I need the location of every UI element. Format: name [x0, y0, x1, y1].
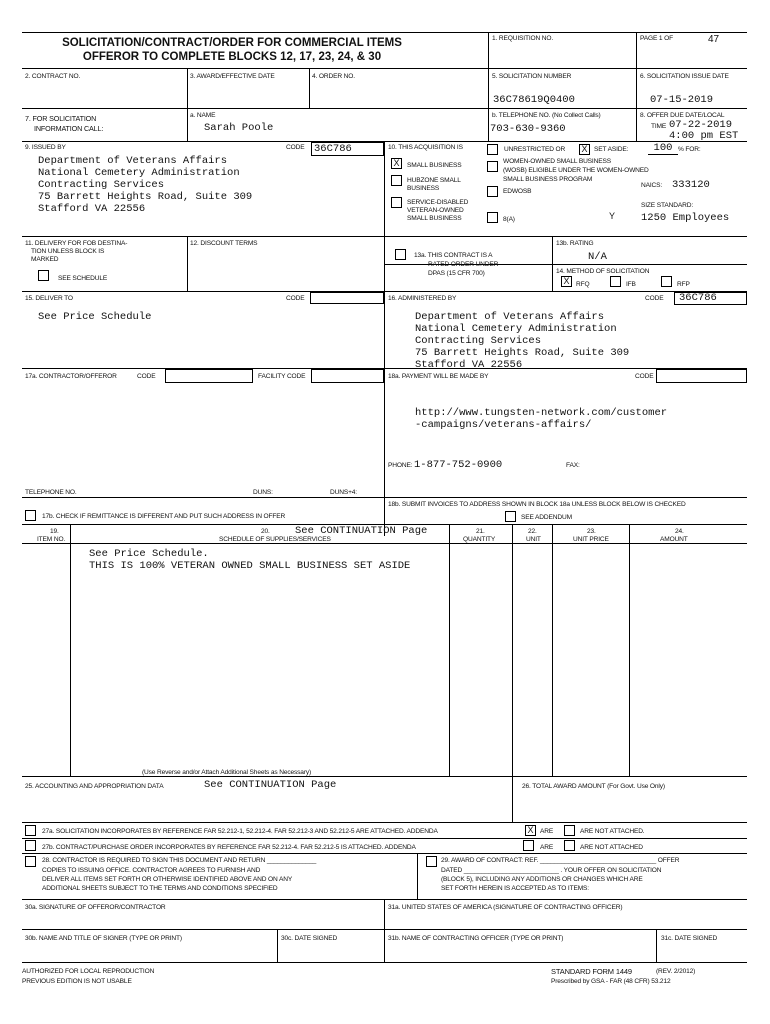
col19-header: ITEM NO.	[37, 536, 66, 543]
block27b-checkbox[interactable]	[25, 840, 36, 851]
block28-checkbox[interactable]	[25, 856, 36, 867]
issue-date-label: 6. SOLICITATION ISSUE DATE	[640, 73, 729, 80]
percent-for-label: % FOR:	[678, 146, 701, 153]
block27a-not-checkbox[interactable]	[564, 825, 575, 836]
footer-auth: AUTHORIZED FOR LOCAL REPRODUCTION	[22, 968, 155, 975]
issue-date: 07-15-2019	[650, 94, 714, 106]
block29-line-1: 29. AWARD OF CONTRACT: REF. _________________________________ OFFER	[441, 857, 680, 864]
payment-code-label: CODE	[635, 373, 654, 380]
col24-num: 24.	[675, 528, 684, 535]
address-line: Department of Veterans Affairs	[415, 311, 605, 323]
fob-label-1: 11. DELIVERY FOR FOB DESTINA-	[25, 240, 128, 247]
address-line: Department of Veterans Affairs	[38, 155, 228, 167]
edwosb-label: EDWOSB	[503, 188, 532, 195]
contract-no-label: 2. CONTRACT NO.	[25, 73, 81, 80]
solicitation-number: 36C78619Q0400	[493, 94, 575, 106]
administered-code: 36C786	[679, 292, 717, 304]
see-schedule-label: SEE SCHEDULE	[58, 275, 108, 282]
eight-a-mark: Y	[609, 211, 616, 221]
administered-code-label: CODE	[645, 295, 664, 302]
officer-date-label: 31c. DATE SIGNED	[661, 935, 718, 942]
see-schedule-checkbox[interactable]	[38, 270, 49, 281]
issued-by-address	[38, 155, 252, 215]
payment-label: 18a. PAYMENT WILL BE MADE BY	[388, 373, 489, 380]
issued-by-code-label: CODE	[286, 144, 305, 151]
schedule-line-1: See Price Schedule.	[89, 548, 209, 560]
page-total: 47	[708, 34, 720, 45]
unrestricted-checkbox[interactable]	[487, 144, 498, 155]
signer-name-label: 30b. NAME AND TITLE OF SIGNER (TYPE OR PRINT)	[25, 935, 182, 942]
address-line: National Cemetery Administration	[38, 167, 240, 179]
small-business-label: SMALL BUSINESS	[407, 162, 462, 169]
total-award-label: 26. TOTAL AWARD AMOUNT (For Govt. Use Only)	[522, 783, 665, 790]
reverse-note: (Use Reverse and/or Attach Additional Sheets as Necessary)	[142, 769, 312, 776]
submit-invoices-label: 18b. SUBMIT INVOICES TO ADDRESS SHOWN IN BLOCK 18a UNLESS BLOCK BELOW IS CHECKED	[388, 501, 686, 508]
block28-line-2: COPIES TO ISSUING OFFICE. CONTRACTOR AGREES TO FURNISH AND	[42, 867, 261, 874]
signer-date-label: 30c. DATE SIGNED	[281, 935, 338, 942]
accounting-label: 25. ACCOUNTING AND APPROPRIATION DATA	[25, 783, 164, 790]
rfq-label: RFQ	[576, 281, 590, 288]
ifb-checkbox[interactable]	[610, 276, 621, 287]
block29-line-3: (BLOCK 5), INCLUDING ANY ADDITIONS OR CHANGES WHICH ARE	[441, 876, 643, 883]
wosb-label-3: SMALL BUSINESS PROGRAM	[503, 176, 593, 183]
telephone-label: b. TELEPHONE NO. (No Collect Calls)	[492, 112, 601, 119]
col22-num: 22.	[528, 528, 537, 535]
col23-header: UNIT PRICE	[573, 536, 609, 543]
col24-header: AMOUNT	[660, 536, 688, 543]
award-date-label: 3. AWARD/EFFECTIVE DATE	[190, 73, 275, 80]
contact-name-label: a. NAME	[190, 112, 216, 119]
officer-name-label: 31b. NAME OF CONTRACTING OFFICER (TYPE OR PRINT)	[388, 935, 564, 942]
col20-header: SCHEDULE OF SUPPLIES/SERVICES	[219, 536, 331, 543]
contractor-telephone-label: TELEPHONE NO.	[25, 489, 77, 496]
contact-name: Sarah Poole	[204, 122, 274, 134]
rated-order-label-3: DPAS (15 CFR 700)	[428, 270, 485, 277]
remittance-label: 17b. CHECK IF REMITTANCE IS DIFFERENT AND PUT SUCH ADDRESS IN OFFER	[42, 513, 286, 520]
block29-checkbox[interactable]	[426, 856, 437, 867]
block27a-checkbox[interactable]	[25, 825, 36, 836]
block28-line-4: ADDITIONAL SHEETS SUBJECT TO THE TERMS AND CONDITIONS SPECIFIED	[42, 885, 278, 892]
naics-code: 333120	[672, 179, 710, 191]
rated-order-checkbox[interactable]	[395, 249, 406, 260]
ifb-label: IFB	[626, 281, 636, 288]
wosb-label-2: (WOSB) ELIGIBLE UNDER THE WOMEN-OWNED	[503, 167, 649, 174]
payment-fax-label: FAX:	[566, 462, 580, 469]
form-title-line2: OFFEROR TO COMPLETE BLOCKS 12, 17, 23, 24, & 30	[82, 51, 382, 63]
form-title-line1: SOLICITATION/CONTRACT/ORDER FOR COMMERCIAL ITEMS	[62, 37, 402, 49]
edwosb-checkbox[interactable]	[487, 186, 498, 197]
block27b-not-label: ARE NOT ATTACHED	[580, 844, 643, 851]
hubzone-checkbox[interactable]	[391, 175, 402, 186]
block27b-are-label: ARE	[540, 844, 554, 851]
deliver-to-code-label: CODE	[286, 295, 305, 302]
form-title	[22, 36, 442, 64]
facility-code-label: FACILITY CODE	[258, 373, 306, 380]
size-standard-label: SIZE STANDARD:	[641, 202, 693, 209]
officer-signature-label: 31a. UNITED STATES OF AMERICA (SIGNATURE OF CONTRACTING OFFICER)	[388, 904, 623, 911]
set-aside-checkbox[interactable]: X	[579, 144, 590, 155]
footer-form-name: STANDARD FORM 1449	[551, 967, 632, 976]
deliver-to-label: 15. DELIVER TO	[25, 295, 73, 302]
issued-by-label: 9. ISSUED BY	[25, 144, 66, 151]
rfp-checkbox[interactable]	[661, 276, 672, 287]
block27b-label: 27b. CONTRACT/PURCHASE ORDER INCORPORATES BY REFERENCE FAR 52.212-4. FAR 52.212-5 IS ATTACHED. ADDENDA	[42, 844, 416, 851]
administered-by-address	[415, 311, 629, 371]
payment-code-box	[656, 369, 747, 383]
block28-line-1: 28. CONTRACTOR IS REQUIRED TO SIGN THIS DOCUMENT AND RETURN ______________	[42, 857, 317, 864]
footer-prev: PREVIOUS EDITION IS NOT USABLE	[22, 978, 132, 985]
address-line: Contracting Services	[415, 335, 542, 347]
eight-a-checkbox[interactable]	[487, 212, 498, 223]
schedule-line-2: THIS IS 100% VETERAN OWNED SMALL BUSINESS SET ASIDE	[89, 560, 411, 572]
fob-label-3: MARKED	[31, 256, 59, 263]
issued-by-code: 36C786	[314, 143, 352, 155]
offer-due-date: 07-22-2019	[669, 119, 733, 131]
rating-label: 13b. RATING	[556, 240, 594, 247]
offeror-signature-label: 30a. SIGNATURE OF OFFEROR/CONTRACTOR	[25, 904, 166, 911]
order-no-label: 4. ORDER NO.	[312, 73, 355, 80]
accounting-value: See CONTINUATION Page	[204, 779, 337, 791]
block27a-are-checkbox[interactable]: X	[525, 825, 536, 836]
time-label: TIME	[651, 123, 667, 130]
address-line: Stafford VA 22556	[38, 203, 146, 215]
wosb-checkbox[interactable]	[487, 161, 498, 172]
block29-line-2: DATED ___________________________ . YOUR OFFER ON SOLICITATION	[441, 867, 662, 874]
rated-order-label-2: RATED ORDER UNDER	[428, 261, 499, 268]
hubzone-label-1: HUBZONE SMALL	[407, 177, 461, 184]
rating-value: N/A	[588, 251, 607, 263]
naics-label: NAICS:	[641, 182, 663, 189]
footer-rev: (REV. 2/2012)	[656, 968, 696, 975]
contractor-code-label: CODE	[137, 373, 156, 380]
block27a-not-label: ARE NOT ATTACHED.	[580, 828, 645, 835]
payment-url-line1: http://www.tungsten-network.com/customer	[415, 407, 668, 419]
block28-line-3: DELIVER ALL ITEMS SET FORTH OR OTHERWISE IDENTIFIED ABOVE AND ON ANY	[42, 876, 293, 883]
col22-header: UNIT	[526, 536, 541, 543]
address-line: 75 Barrett Heights Road, Suite 309	[38, 191, 253, 203]
col21-header: QUANTITY	[463, 536, 496, 543]
rated-order-label-1: 13a. THIS CONTRACT IS A	[414, 252, 493, 259]
requisition-label: 1. REQUISITION NO.	[492, 35, 554, 42]
remittance-checkbox[interactable]	[25, 510, 36, 521]
wosb-label-1: WOMEN-OWNED SMALL BUSINESS	[503, 158, 611, 165]
block27b-not-checkbox[interactable]	[564, 840, 575, 851]
block27a-are-label: ARE	[540, 828, 554, 835]
acquisition-label: 10. THIS ACQUISITION IS	[388, 144, 463, 151]
small-business-checkbox[interactable]: X	[391, 158, 402, 169]
duns4-label: DUNS+4:	[330, 489, 357, 496]
col21-num: 21.	[476, 528, 485, 535]
col23-num: 23.	[587, 528, 596, 535]
footer-prescribed: Prescribed by GSA - FAR (48 CFR) 53.212	[551, 978, 671, 985]
offer-due-label: 8. OFFER DUE DATE/LOCAL	[640, 112, 725, 119]
fob-label-2: TION UNLESS BLOCK IS	[31, 248, 105, 255]
deliver-to-code-box	[310, 292, 384, 304]
payment-phone: 1-877-752-0900	[414, 459, 503, 471]
duns-label: DUNS:	[253, 489, 273, 496]
page-label: PAGE 1 OF	[640, 35, 673, 42]
block27a-label: 27a. SOLICITATION INCORPORATES BY REFERENCE FAR 52.212-1, 52.212-4. FAR 52.212-3 AND 52.212-5 ARE ATTACHED. ADDENDA	[42, 828, 438, 835]
telephone-number: 703-630-9360	[490, 123, 566, 135]
address-line: Contracting Services	[38, 179, 165, 191]
hubzone-label-2: BUSINESS	[407, 185, 440, 192]
schedule-continuation: See CONTINUATION Page	[295, 525, 428, 537]
col20-num: 20.	[261, 528, 270, 535]
discount-terms-label: 12. DISCOUNT TERMS	[190, 240, 258, 247]
rfp-label: RFP	[677, 281, 690, 288]
solicitation-number-label: 5. SOLICITATION NUMBER	[492, 73, 572, 80]
rfq-checkbox[interactable]: X	[561, 276, 572, 287]
administered-by-label: 16. ADMINISTERED BY	[388, 295, 457, 302]
sdvosb-label-2: VETERAN-OWNED	[407, 207, 464, 214]
see-addendum-label: SEE ADDENDUM	[521, 514, 572, 521]
info-call-label-1: 7. FOR SOLICITATION	[25, 114, 97, 123]
deliver-to-value: See Price Schedule	[38, 311, 152, 323]
sdvosb-checkbox[interactable]	[391, 197, 402, 208]
see-addendum-checkbox[interactable]	[505, 511, 516, 522]
payment-phone-label: PHONE:	[388, 462, 413, 469]
payment-url-line2: -campaigns/veterans-affairs/	[415, 419, 592, 431]
offer-due-time: 4:00 pm EST	[669, 130, 739, 142]
info-call-label-2: INFORMATION CALL:	[34, 124, 104, 133]
sdvosb-label-3: SMALL BUSINESS	[407, 215, 462, 222]
address-line: 75 Barrett Heights Road, Suite 309	[415, 347, 630, 359]
set-aside-label: SET ASIDE:	[594, 146, 629, 153]
contractor-label: 17a. CONTRACTOR/OFFEROR	[25, 373, 117, 380]
address-line: National Cemetery Administration	[415, 323, 617, 335]
facility-code-box[interactable]	[311, 369, 384, 383]
col19-num: 19.	[50, 528, 59, 535]
block27b-are-checkbox[interactable]	[523, 840, 534, 851]
block29-line-4: SET FORTH HEREIN IS ACCEPTED AS TO ITEMS:	[441, 885, 589, 892]
unrestricted-label: UNRESTRICTED OR	[504, 146, 566, 153]
method-label: 14. METHOD OF SOLICITATION	[556, 268, 650, 275]
address-line: Stafford VA 22556	[415, 359, 523, 371]
set-aside-percent: 100	[648, 142, 678, 155]
sdvosb-label-1: SERVICE-DISABLED	[407, 199, 469, 206]
eight-a-label: 8(A)	[503, 216, 515, 223]
size-standard: 1250 Employees	[641, 212, 730, 224]
contractor-code-box[interactable]	[165, 369, 253, 383]
